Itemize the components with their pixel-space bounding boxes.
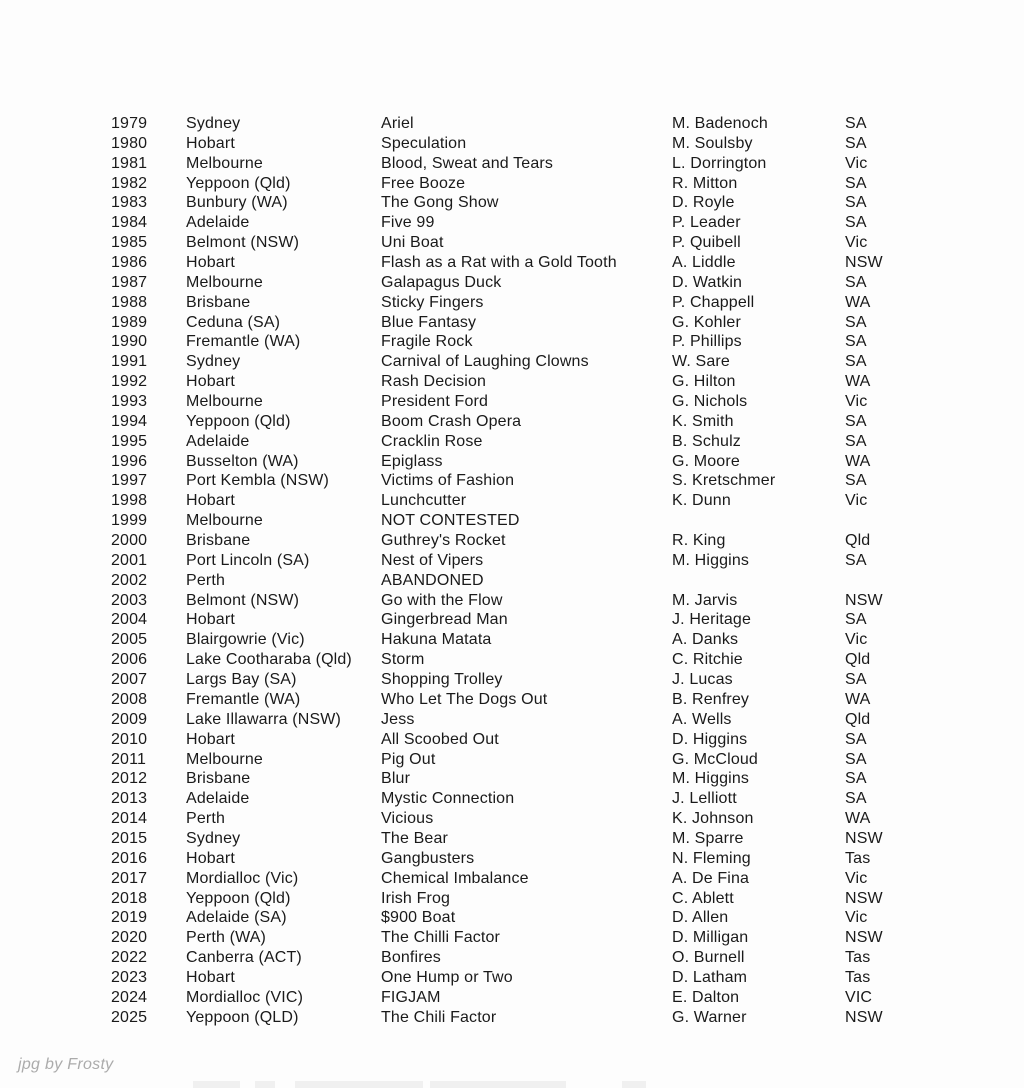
cell-state: NSW: [845, 254, 883, 272]
table-row: [0, 531, 1024, 551]
cell-skipper: M. Jarvis: [672, 591, 738, 609]
cell-location: Hobart: [186, 492, 235, 510]
cell-location: Sydney: [186, 829, 241, 847]
cell-state: Qld: [845, 651, 871, 669]
cell-skipper: D. Royle: [672, 194, 735, 212]
cell-skipper: G. Nichols: [672, 393, 748, 411]
cell-skipper: A. Danks: [672, 631, 739, 649]
cell-location: Melbourne: [186, 750, 263, 768]
cell-boat: Hakuna Matata: [381, 631, 492, 649]
cell-state: SA: [845, 671, 867, 689]
cell-skipper: S. Kretschmer: [672, 472, 776, 490]
cell-boat: The Bear: [381, 829, 449, 847]
cell-year: 2017: [111, 869, 148, 887]
cell-boat: The Chilli Factor: [381, 929, 501, 947]
table-row: [0, 253, 1024, 273]
cell-state: SA: [845, 611, 867, 629]
cell-skipper: R. King: [672, 532, 726, 550]
cell-boat: FIGJAM: [381, 988, 441, 1006]
table-row: [0, 908, 1024, 928]
cell-boat: ABANDONED: [381, 571, 484, 589]
table-row: [0, 650, 1024, 670]
cell-year: 2009: [111, 710, 148, 728]
cell-boat: Blood, Sweat and Tears: [381, 154, 554, 172]
cell-year: 2011: [111, 750, 147, 768]
cell-year: 2025: [111, 1008, 148, 1026]
cell-boat: All Scoobed Out: [381, 730, 499, 748]
cell-year: 2008: [111, 690, 148, 708]
cell-year: 2018: [111, 889, 148, 907]
cell-boat: President Ford: [381, 393, 489, 411]
cropped-text-remnant: [622, 1081, 646, 1088]
cell-year: 2005: [111, 631, 148, 649]
cell-boat: Flash as a Rat with a Gold Tooth: [381, 254, 617, 272]
cell-location: Adelaide: [186, 214, 250, 232]
cell-state: SA: [845, 412, 867, 430]
table-row: [0, 988, 1024, 1008]
cell-location: Mordialloc (Vic): [186, 869, 299, 887]
cell-skipper: N. Fleming: [672, 849, 751, 867]
cell-skipper: D. Latham: [672, 968, 748, 986]
cell-state: Qld: [845, 532, 871, 550]
cell-location: Port Kembla (NSW): [186, 472, 330, 490]
cell-location: Ceduna (SA): [186, 313, 281, 331]
table-row: [0, 809, 1024, 829]
cell-year: 2003: [111, 591, 148, 609]
cell-year: 2023: [111, 968, 148, 986]
cell-location: Hobart: [186, 968, 235, 986]
cell-location: Melbourne: [186, 512, 263, 530]
cell-boat: One Hump or Two: [381, 968, 513, 986]
cropped-text-remnant: [255, 1081, 275, 1088]
table-row: [0, 491, 1024, 511]
cell-skipper: M. Higgins: [672, 551, 750, 569]
table-row: [0, 293, 1024, 313]
cell-boat: Five 99: [381, 214, 435, 232]
cell-location: Largs Bay (SA): [186, 671, 297, 689]
table-row: [0, 134, 1024, 154]
table-row: [0, 948, 1024, 968]
table-row: [0, 273, 1024, 293]
cell-boat: Guthrey's Rocket: [381, 532, 506, 550]
cell-state: SA: [845, 353, 867, 371]
cell-location: Yeppoon (Qld): [186, 412, 291, 430]
cell-state: Qld: [845, 710, 871, 728]
table-row: [0, 511, 1024, 531]
cell-skipper: J. Lelliott: [672, 790, 737, 808]
table-row: [0, 174, 1024, 194]
cell-state: Vic: [845, 393, 868, 411]
cell-location: Adelaide (SA): [186, 909, 287, 927]
cell-year: 1994: [111, 412, 148, 430]
cell-year: 2016: [111, 849, 148, 867]
cell-year: 2019: [111, 909, 148, 927]
table-row: [0, 968, 1024, 988]
cell-location: Hobart: [186, 134, 235, 152]
cell-state: SA: [845, 333, 867, 351]
table-row: [0, 730, 1024, 750]
cell-state: NSW: [845, 591, 883, 609]
cell-skipper: C. Ablett: [672, 889, 734, 907]
cell-skipper: D. Allen: [672, 909, 729, 927]
cell-state: SA: [845, 273, 867, 291]
cell-year: 1998: [111, 492, 148, 510]
cell-state: Vic: [845, 492, 868, 510]
cell-boat: Ariel: [381, 115, 414, 132]
cell-location: Perth: [186, 810, 225, 828]
watermark-text: jpg by Frosty: [18, 1056, 114, 1073]
cell-skipper: K. Smith: [672, 412, 734, 430]
cell-state: NSW: [845, 1008, 883, 1026]
cell-boat: Bonfires: [381, 949, 441, 967]
cell-boat: Shopping Trolley: [381, 671, 503, 689]
cell-boat: The Gong Show: [381, 194, 499, 212]
cell-location: Perth (WA): [186, 929, 267, 947]
cell-boat: Rash Decision: [381, 373, 487, 391]
cell-boat: Boom Crash Opera: [381, 412, 522, 430]
cell-skipper: M. Sparre: [672, 829, 744, 847]
cell-boat: The Chili Factor: [381, 1008, 497, 1026]
cell-state: Vic: [845, 909, 868, 927]
cell-skipper: J. Lucas: [672, 671, 733, 689]
table-row: [0, 233, 1024, 253]
cell-year: 2001: [111, 551, 148, 569]
table-row: [0, 769, 1024, 789]
cell-skipper: C. Ritchie: [672, 651, 743, 669]
cell-state: Tas: [845, 968, 871, 986]
cell-location: Mordialloc (VIC): [186, 988, 304, 1006]
cell-year: 2012: [111, 770, 148, 788]
cell-boat: NOT CONTESTED: [381, 512, 520, 530]
table-row: [0, 849, 1024, 869]
table-row: [0, 213, 1024, 233]
table-row: [0, 193, 1024, 213]
cell-skipper: D. Watkin: [672, 273, 743, 291]
cell-year: 2002: [111, 571, 148, 589]
cell-boat: Epiglass: [381, 452, 443, 470]
table-row: [0, 829, 1024, 849]
cell-year: 1981: [111, 154, 148, 172]
table-row: [0, 114, 1024, 134]
cell-skipper: A. De Fina: [672, 869, 750, 887]
cell-skipper: G. McCloud: [672, 750, 758, 768]
cell-year: 1995: [111, 432, 148, 450]
cell-boat: Sticky Fingers: [381, 293, 484, 311]
cell-year: 2015: [111, 829, 148, 847]
cell-boat: Who Let The Dogs Out: [381, 690, 548, 708]
cell-year: 2006: [111, 651, 148, 669]
cell-state: [845, 571, 985, 591]
cell-year: 2013: [111, 790, 148, 808]
cell-state: SA: [845, 432, 867, 450]
cell-skipper: P. Leader: [672, 214, 741, 232]
cell-skipper: G. Kohler: [672, 313, 741, 331]
cell-state: VIC: [845, 988, 873, 1006]
cell-location: Fremantle (WA): [186, 690, 301, 708]
cell-location: Melbourne: [186, 393, 263, 411]
cell-year: 2020: [111, 929, 148, 947]
cell-skipper: K. Johnson: [672, 810, 754, 828]
cell-year: 1997: [111, 472, 148, 490]
cell-location: Blairgowrie (Vic): [186, 631, 305, 649]
cell-year: 1990: [111, 333, 148, 351]
cell-state: [845, 511, 985, 531]
cell-state: SA: [845, 134, 867, 152]
cell-skipper: P. Chappell: [672, 293, 755, 311]
cell-year: 1989: [111, 313, 148, 331]
cell-year: 1986: [111, 254, 148, 272]
cell-year: 2000: [111, 532, 148, 550]
cell-location: Busselton (WA): [186, 452, 299, 470]
cell-location: Brisbane: [186, 770, 251, 788]
cell-skipper: M. Higgins: [672, 770, 750, 788]
cell-state: Vic: [845, 631, 868, 649]
cell-state: SA: [845, 194, 867, 212]
cell-year: 2022: [111, 949, 148, 967]
cell-location: Melbourne: [186, 273, 263, 291]
table-row: [0, 352, 1024, 372]
table-row: [0, 154, 1024, 174]
cell-boat: Free Booze: [381, 174, 466, 192]
table-row: [0, 571, 1024, 591]
cell-boat: Blue Fantasy: [381, 313, 477, 331]
table-row: [0, 789, 1024, 809]
cell-location: Hobart: [186, 849, 235, 867]
cell-state: NSW: [845, 829, 883, 847]
results-table: [0, 114, 1024, 1028]
cell-state: WA: [845, 452, 871, 470]
table-row: [0, 710, 1024, 730]
cell-location: Yeppoon (Qld): [186, 174, 291, 192]
cell-boat: Blur: [381, 770, 411, 788]
cell-skipper: W. Sare: [672, 353, 730, 371]
cell-year: 2007: [111, 671, 148, 689]
cell-year: 2010: [111, 730, 148, 748]
table-row: [0, 889, 1024, 909]
cell-location: Belmont (NSW): [186, 234, 300, 252]
cell-year: 1982: [111, 174, 148, 192]
table-row: [0, 869, 1024, 889]
cell-year: 1985: [111, 234, 148, 252]
cell-boat: Irish Frog: [381, 889, 451, 907]
cell-skipper: B. Renfrey: [672, 690, 750, 708]
table-row: [0, 412, 1024, 432]
cell-location: Yeppoon (QLD): [186, 1008, 299, 1026]
cell-skipper: G. Moore: [672, 452, 740, 470]
table-row: [0, 432, 1024, 452]
cell-year: 1996: [111, 452, 148, 470]
cell-state: Tas: [845, 849, 871, 867]
cell-skipper: O. Burnell: [672, 949, 745, 967]
cell-location: Lake Illawarra (NSW): [186, 710, 342, 728]
cell-state: SA: [845, 730, 867, 748]
cell-skipper: A. Liddle: [672, 254, 736, 272]
cell-year: 2004: [111, 611, 148, 629]
cell-skipper: E. Dalton: [672, 988, 740, 1006]
cell-boat: Chemical Imbalance: [381, 869, 529, 887]
cell-skipper: L. Dorrington: [672, 154, 767, 172]
cell-state: SA: [845, 750, 867, 768]
cell-boat: Nest of Vipers: [381, 551, 484, 569]
cell-state: WA: [845, 373, 871, 391]
cell-skipper: M. Soulsby: [672, 134, 753, 152]
cell-year: 1979: [111, 115, 148, 132]
cell-boat: Lunchcutter: [381, 492, 467, 510]
cell-boat: Cracklin Rose: [381, 432, 483, 450]
cell-location: Hobart: [186, 254, 235, 272]
cell-year: 1999: [111, 512, 148, 530]
cell-year: 1980: [111, 134, 148, 152]
cell-location: Belmont (NSW): [186, 591, 300, 609]
table-row: [0, 551, 1024, 571]
cropped-text-remnant: [430, 1081, 566, 1088]
table-row: [0, 471, 1024, 491]
cell-state: Vic: [845, 154, 868, 172]
cell-location: Brisbane: [186, 532, 251, 550]
cell-state: Vic: [845, 869, 868, 887]
cell-boat: $900 Boat: [381, 909, 456, 927]
cell-skipper: D. Milligan: [672, 929, 749, 947]
cell-skipper: G. Warner: [672, 1008, 747, 1026]
cell-skipper: P. Phillips: [672, 333, 742, 351]
cell-location: Perth: [186, 571, 225, 589]
cell-state: Vic: [845, 234, 868, 252]
cell-year: 1992: [111, 373, 148, 391]
cell-boat: Uni Boat: [381, 234, 444, 252]
table-row: [0, 690, 1024, 710]
cell-location: Hobart: [186, 730, 235, 748]
cell-year: 1984: [111, 214, 148, 232]
cropped-text-remnant: [193, 1081, 240, 1088]
cell-state: WA: [845, 293, 871, 311]
cell-boat: Fragile Rock: [381, 333, 473, 351]
cell-location: Hobart: [186, 373, 235, 391]
cell-boat: Mystic Connection: [381, 790, 515, 808]
cell-location: Brisbane: [186, 293, 251, 311]
cell-state: SA: [845, 313, 867, 331]
table-row: [0, 452, 1024, 472]
cell-boat: Pig Out: [381, 750, 436, 768]
cell-location: Fremantle (WA): [186, 333, 301, 351]
cell-year: 2014: [111, 810, 148, 828]
cell-location: Sydney: [186, 353, 241, 371]
table-row: [0, 313, 1024, 333]
cell-skipper: B. Schulz: [672, 432, 741, 450]
cell-skipper: M. Badenoch: [672, 115, 768, 132]
cell-skipper: J. Heritage: [672, 611, 752, 629]
table-row: [0, 610, 1024, 630]
cell-skipper: K. Dunn: [672, 492, 731, 510]
cell-location: Yeppoon (Qld): [186, 889, 291, 907]
cell-location: Lake Cootharaba (Qld): [186, 651, 352, 669]
cell-state: NSW: [845, 929, 883, 947]
cell-boat: Speculation: [381, 134, 467, 152]
cell-boat: Go with the Flow: [381, 591, 503, 609]
table-row: [0, 372, 1024, 392]
table-row: [0, 750, 1024, 770]
cell-state: WA: [845, 810, 871, 828]
cell-state: WA: [845, 690, 871, 708]
cell-year: 1991: [111, 353, 148, 371]
table-row: [0, 591, 1024, 611]
cell-skipper: R. Mitton: [672, 174, 738, 192]
cell-skipper: P. Quibell: [672, 234, 741, 252]
cell-state: SA: [845, 551, 867, 569]
cell-skipper: A. Wells: [672, 710, 732, 728]
cell-location: Canberra (ACT): [186, 949, 302, 967]
cropped-text-remnant: [295, 1081, 423, 1088]
cell-boat: Jess: [381, 710, 415, 728]
cell-skipper: G. Hilton: [672, 373, 736, 391]
cell-state: Tas: [845, 949, 871, 967]
cell-year: 1987: [111, 273, 148, 291]
cell-skipper: [672, 511, 845, 531]
cell-boat: Carnival of Laughing Clowns: [381, 353, 589, 371]
cell-boat: Storm: [381, 651, 425, 669]
cell-year: 2024: [111, 988, 148, 1006]
cell-location: Adelaide: [186, 790, 250, 808]
cell-location: Hobart: [186, 611, 235, 629]
table-row: [0, 928, 1024, 948]
cell-state: SA: [845, 174, 867, 192]
cell-boat: Gangbusters: [381, 849, 475, 867]
cell-state: SA: [845, 472, 867, 490]
cell-state: SA: [845, 214, 867, 232]
cell-location: Bunbury (WA): [186, 194, 288, 212]
cell-location: Adelaide: [186, 432, 250, 450]
cell-boat: Galapagus Duck: [381, 273, 502, 291]
cell-state: SA: [845, 790, 867, 808]
cell-location: Sydney: [186, 115, 241, 132]
cell-boat: Vicious: [381, 810, 434, 828]
cell-year: 1988: [111, 293, 148, 311]
cell-location: Port Lincoln (SA): [186, 551, 310, 569]
cell-skipper: [672, 571, 845, 591]
cell-year: 1983: [111, 194, 148, 212]
cell-state: NSW: [845, 889, 883, 907]
table-row: [0, 630, 1024, 650]
cell-boat: Gingerbread Man: [381, 611, 508, 629]
cell-location: Melbourne: [186, 154, 263, 172]
table-row: [0, 332, 1024, 352]
cell-state: SA: [845, 115, 867, 132]
cell-year: 1993: [111, 393, 148, 411]
table-row: [0, 670, 1024, 690]
cell-boat: Victims of Fashion: [381, 472, 515, 490]
cell-skipper: D. Higgins: [672, 730, 748, 748]
cell-state: SA: [845, 770, 867, 788]
table-row: [0, 1008, 1024, 1028]
table-row: [0, 392, 1024, 412]
